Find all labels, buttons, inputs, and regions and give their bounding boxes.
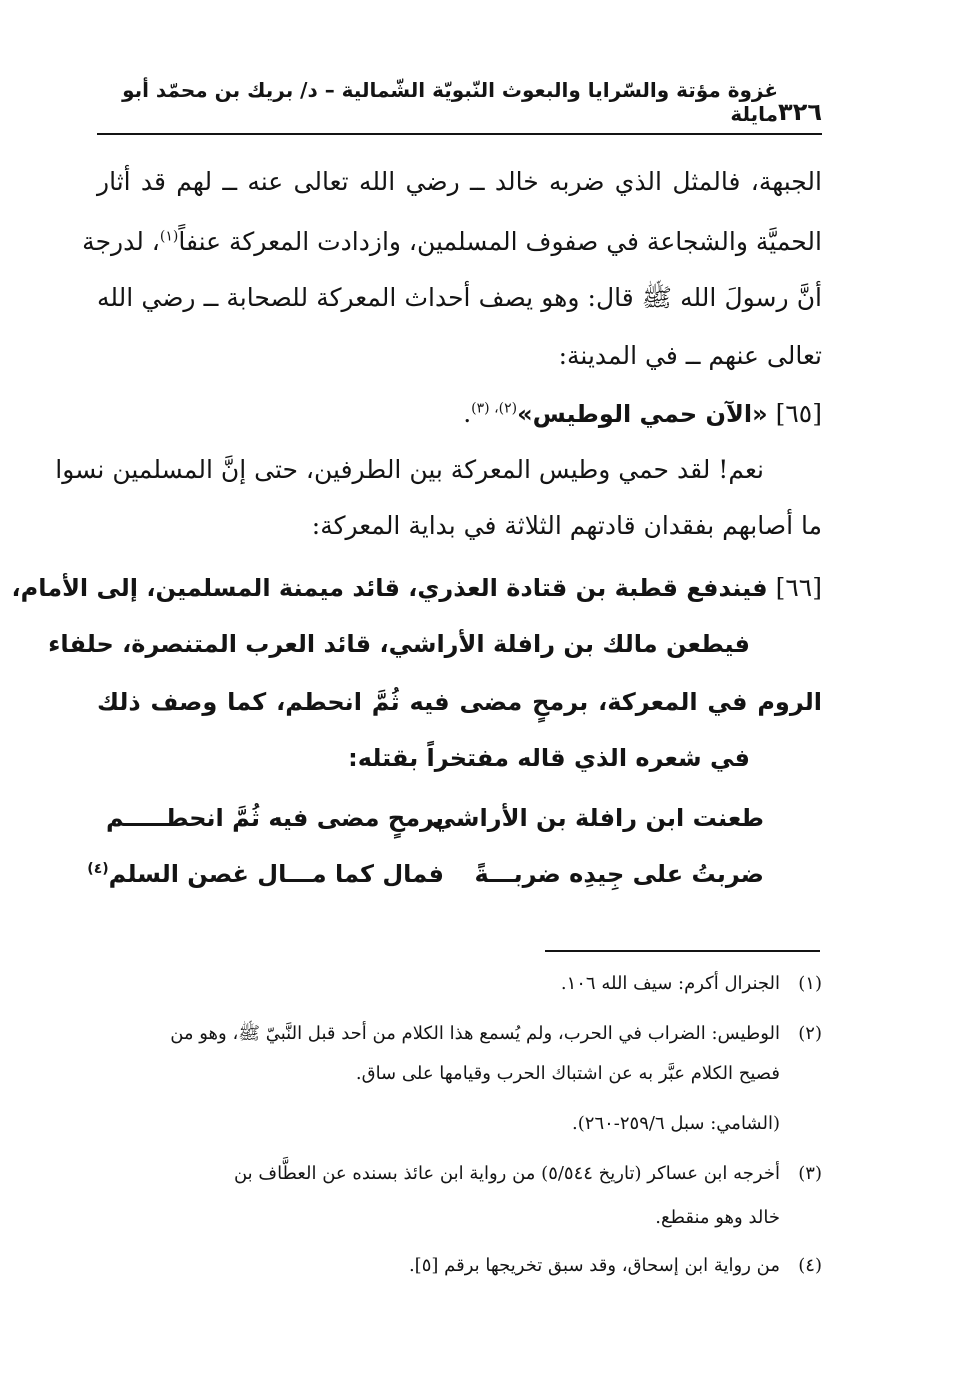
body-line: الجبهة، فالمثل الذي ضربه خالد ــ رضي الله تعالى عنه ــ لهم قد أثار	[97, 167, 822, 196]
narration-text: فيندفع قطبة بن قتادة العذري، قائد ميمنة المسلمين، إلى الأمام،	[11, 574, 768, 602]
hadith-number: [٦٥]	[775, 399, 822, 428]
footnote	[97, 1156, 822, 1192]
footnote	[97, 1248, 822, 1284]
footnote	[97, 1016, 822, 1052]
footnote-divider	[545, 950, 820, 952]
running-title: غزوة مؤتة والسّرايا والبعوث النّبويّة الشّمالية – د/ بريك بن محمّد أبو مايلة	[122, 78, 779, 126]
footnote-text: الوطيس: الضراب في الحرب، ولم يُسمع هذا الكلام من أحد قبل النَّبيّ ﷺ، وهو من	[170, 1023, 780, 1044]
narration-line	[11, 558, 822, 618]
footnote-text: أخرجه ابن عساكر (تاريخ ٥/٥٤٤) من رواية ابن عائذ بسنده عن العطَّاف بن	[233, 1163, 780, 1184]
verse-first-hemistich: ضربتُ على جِيدِه ضربـــةً	[474, 860, 764, 888]
narration-number: [٦٦]	[775, 573, 822, 602]
body-line: أنَّ رسولَ الله ﷺ قال: وهو يصف أحداث المعركة للصحابة ــ رضي الله	[97, 283, 822, 312]
footnote-number: (١)	[798, 973, 822, 994]
body-line: تعالى عنهم ــ في المدينة:	[558, 341, 822, 370]
narration-line: الروم في المعركة، برمحٍ مضى فيه ثُمَّ انحطم، كما وصف ذلك	[97, 688, 822, 716]
footnote	[97, 966, 822, 1002]
body-line-tail: ، لدرجة	[82, 227, 160, 256]
footnote-continuation: فصيح الكلام عبَّر به عن اشتباك الحرب وقيامها على ساق.	[355, 1063, 780, 1084]
verse-second-hemistich	[87, 846, 444, 902]
body-line: ما أصابهم بفقدان قادتهم الثلاثة في بداية المعركة:	[311, 511, 822, 540]
narration-line: في شعره الذي قاله مفتخراً بقتله:	[348, 744, 750, 772]
verse-second-hemistich: برمحٍ مضى فيه ثُمَّ انحطـــــم	[106, 804, 444, 832]
footnote-number: (٢)	[798, 1023, 822, 1044]
narration-line: فيطعن مالك بن رافلة الأراشي، قائد العرب المتنصرة، حلفاء	[48, 630, 750, 658]
hadith-line: [٦٥] «الآن حمي الوطيس»$^{(٢)، (٣)}$.	[463, 399, 822, 428]
verse-first-hemistich: طعنت ابن رافلة بن الأراشي	[431, 804, 764, 832]
footnote-continuation: (الشامي: سبل ٢٥٩/٦-٢٦٠).	[572, 1113, 780, 1134]
header-divider	[97, 133, 822, 135]
body-line: نعم! لقد حمي وطيس المعركة بين الطرفين، حتى إنَّ المسلمين نسوا	[55, 455, 764, 484]
hadith-text: «الآن حمي الوطيس»	[517, 400, 768, 428]
body-line	[82, 212, 822, 272]
footnote-ref: (٤)	[87, 861, 109, 877]
running-header	[97, 78, 822, 126]
footnote-text: من رواية ابن إسحاق، وقد سبق تخريجها برقم [٥].	[408, 1255, 780, 1276]
footnote-text: الجنرال أكرم: سيف الله ١٠٦.	[560, 973, 780, 994]
footnote-continuation: خالد وهو منقطع.	[655, 1207, 780, 1228]
verse-text: فمال كما مـــال غصن السلم	[108, 860, 444, 888]
body-line-text: الحميَّة والشجاعة في صفوف المسلمين، وازدادت المعركة عنفاً	[178, 227, 822, 256]
footnote-ref: (٢)، (٣)	[471, 400, 518, 417]
page-number: ٣٢٦	[778, 98, 822, 126]
footnote-number: (٤)	[798, 1255, 822, 1276]
footnote-ref: (١)	[159, 228, 179, 245]
footnote-number: (٣)	[798, 1163, 822, 1184]
